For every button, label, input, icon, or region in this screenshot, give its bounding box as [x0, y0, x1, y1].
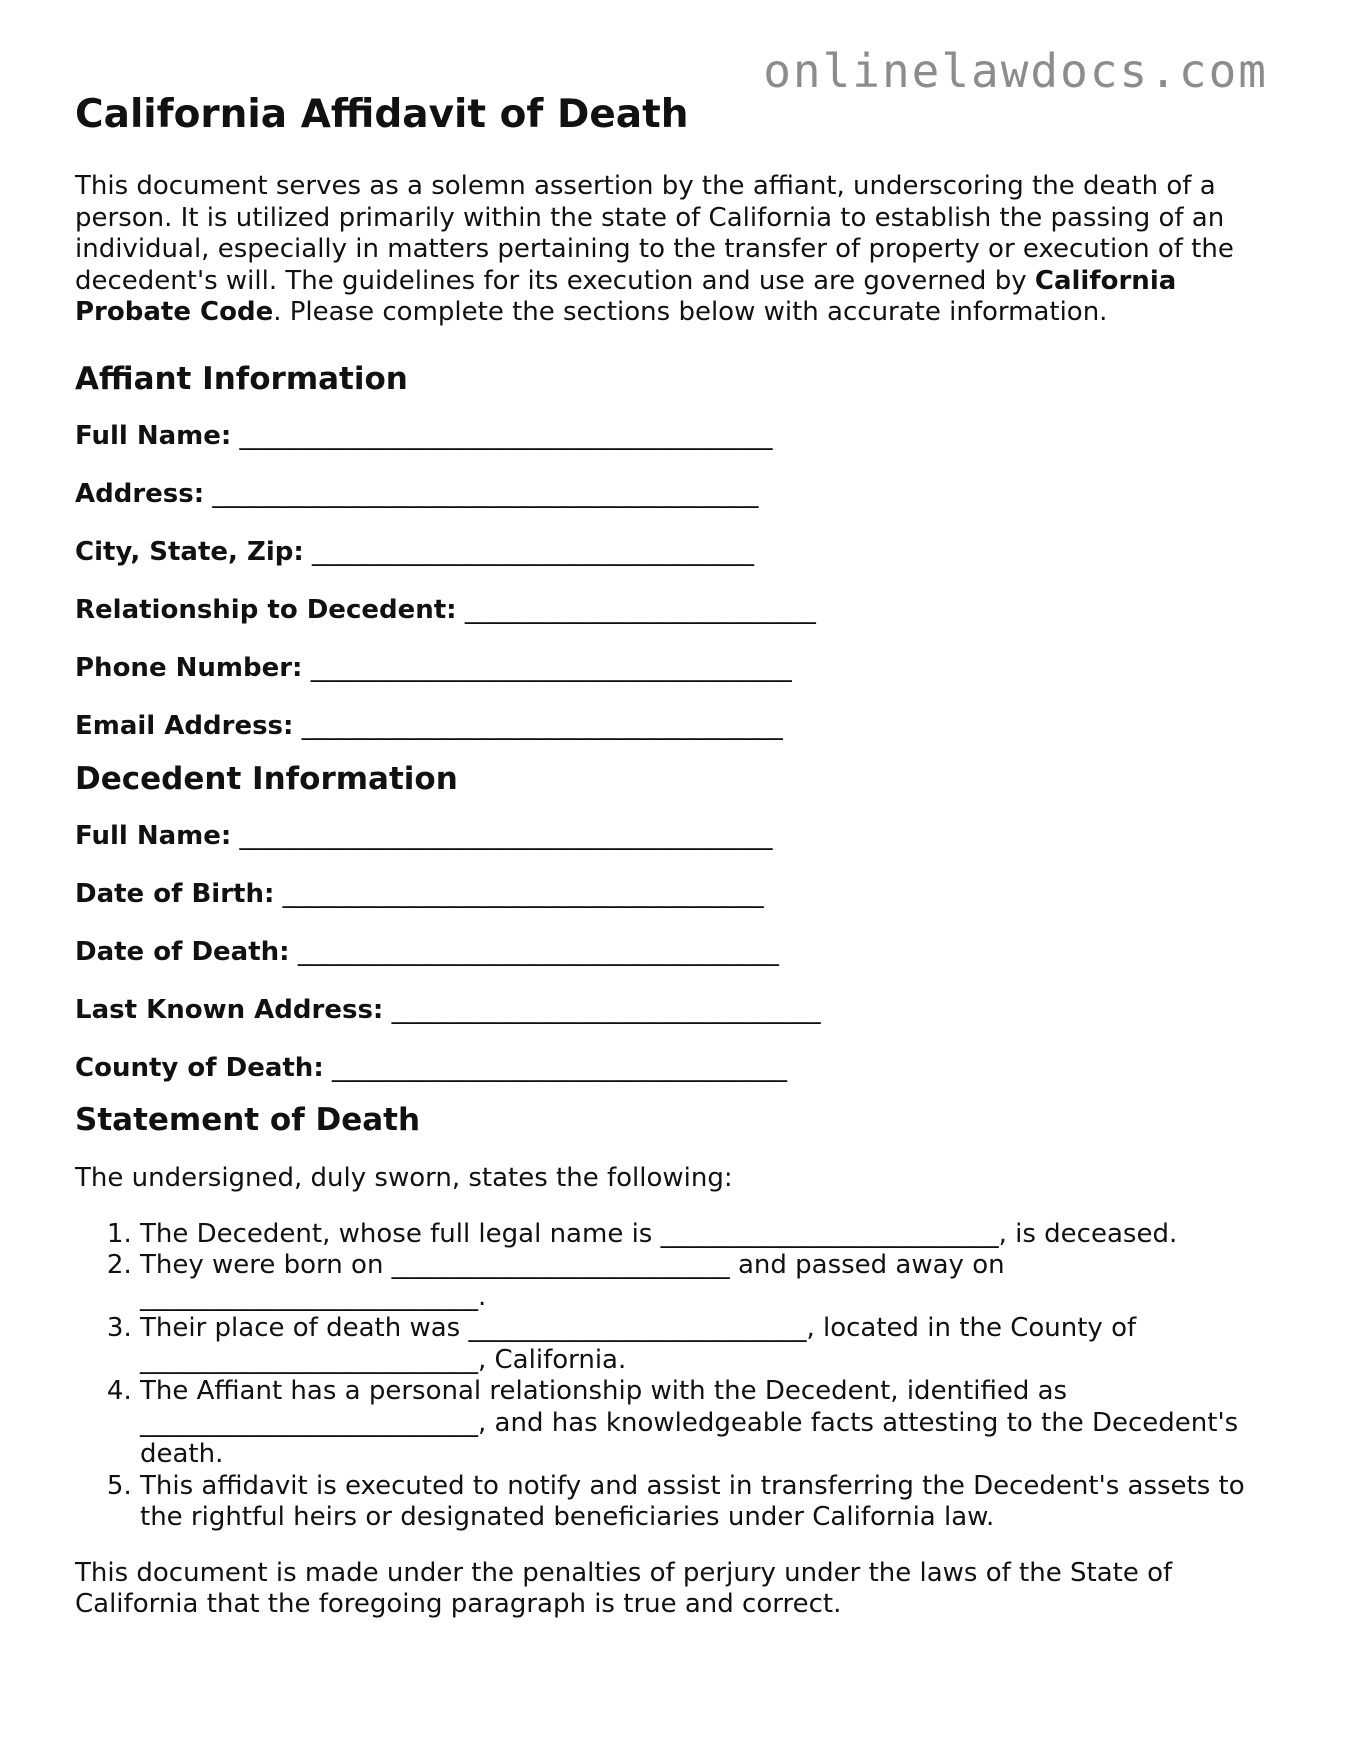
affiant-full-name-field[interactable] [75, 421, 1275, 452]
field-label: City, State, Zip: [75, 536, 304, 567]
list-item: 2. They were born on __________________________ and passed away on __________________________. [140, 1250, 1270, 1313]
field-label: County of Death: [75, 1052, 324, 1083]
intro-bold-code: California Probate Code [75, 265, 1177, 327]
field-blank[interactable]: __________________________________________ [212, 478, 759, 509]
field-blank[interactable]: _____________________________________ [310, 652, 792, 683]
field-blank[interactable]: _____________________________________ [301, 710, 783, 741]
affiant-phone-field[interactable] [75, 653, 1275, 684]
decedent-full-name-field[interactable] [75, 821, 1275, 852]
affiant-email-field[interactable] [75, 711, 1275, 742]
field-label: Full Name: [75, 820, 232, 851]
list-item: 3. Their place of death was __________________________, located in the County of __________________________, California. [140, 1313, 1270, 1376]
field-label: Relationship to Decedent: [75, 594, 457, 625]
affiant-city-state-zip-field[interactable] [75, 537, 1275, 568]
list-item: 1. The Decedent, whose full legal name is __________________________, is deceased. [140, 1219, 1270, 1251]
field-blank[interactable]: _________________________________________ [239, 420, 773, 451]
intro-text-before: This document serves as a solemn assertion by the affiant, underscoring the death of a person. It is utilized primarily within the state of California to establish the passing of an individual, especially in matters pertaining to the transfer of property or execution of the decedent's will. The guidelines for its execution and use are governed by [75, 171, 1234, 296]
statement-list [75, 1219, 1270, 1534]
decedent-last-address-field[interactable] [75, 995, 1275, 1026]
intro-text-after: . Please complete the sections below with accurate information. [273, 297, 1108, 327]
field-blank[interactable]: __________________________________ [312, 536, 755, 567]
list-item: 5. This affidavit is executed to notify and assist in transferring the Decedent's assets to the rightful heirs or designated beneficiaries under California law. [140, 1471, 1270, 1534]
field-label: Date of Death: [75, 936, 290, 967]
decedent-dob-field[interactable] [75, 879, 1275, 910]
affiant-relationship-field[interactable] [75, 595, 1275, 626]
field-blank[interactable]: _____________________________________ [282, 878, 764, 909]
document-title: California Affidavit of Death [75, 92, 689, 137]
field-label: Date of Birth: [75, 878, 275, 909]
field-label: Email Address: [75, 710, 294, 741]
intro-paragraph [75, 171, 1275, 329]
decedent-heading: Decedent Information [75, 760, 458, 797]
field-label: Last Known Address: [75, 994, 384, 1025]
watermark: onlinelawdocs.com [763, 44, 1268, 98]
affiant-address-field[interactable] [75, 479, 1275, 510]
field-label: Phone Number: [75, 652, 303, 683]
field-blank[interactable]: _____________________________________ [297, 936, 779, 967]
field-blank[interactable]: ___________________________________ [331, 1052, 787, 1083]
field-blank[interactable]: _________________________________ [391, 994, 821, 1025]
field-label: Address: [75, 478, 205, 509]
statement-heading: Statement of Death [75, 1101, 421, 1138]
closing-paragraph: This document is made under the penalties of perjury under the laws of the State of California that the foregoing paragraph is true and correct. [75, 1557, 1173, 1619]
field-blank[interactable]: _________________________________________ [239, 820, 773, 851]
decedent-county-field[interactable] [75, 1053, 1275, 1084]
document-page [75, 90, 1275, 1621]
affiant-heading: Affiant Information [75, 360, 408, 397]
decedent-dod-field[interactable] [75, 937, 1275, 968]
field-label: Full Name: [75, 420, 232, 451]
field-blank[interactable]: ___________________________ [464, 594, 816, 625]
statement-intro: The undersigned, duly sworn, states the following: [75, 1162, 733, 1193]
list-item: 4. The Affiant has a personal relationship with the Decedent, identified as __________________________, and has knowledgeable facts attesting to the Decedent's death. [140, 1376, 1270, 1471]
